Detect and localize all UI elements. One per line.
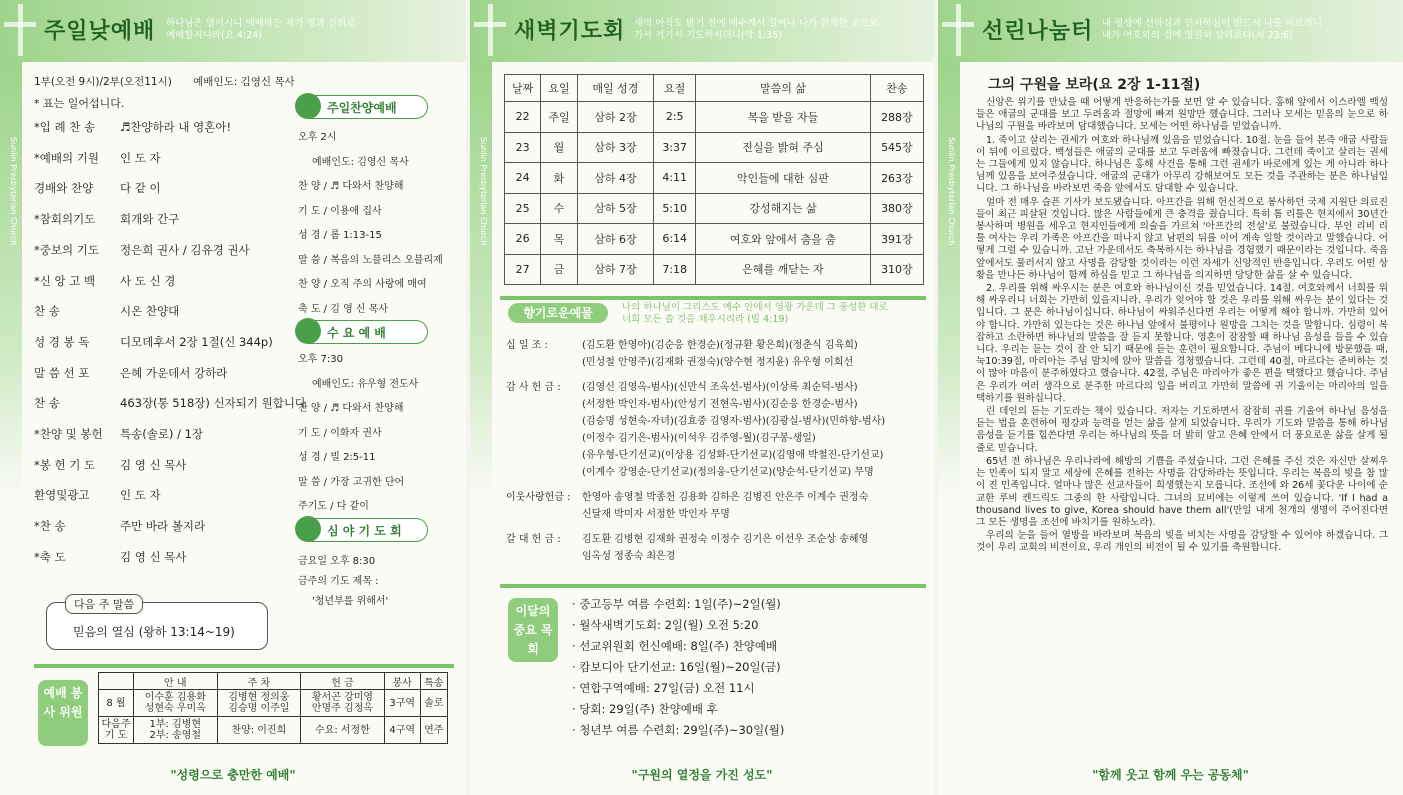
table-cell: 여호와 앞에서 춤을 춤 (696, 224, 871, 255)
announcement-item: · 캄보디아 단기선교: 16일(월)~20일(금) (572, 660, 781, 674)
table-header: 헌 금 (301, 673, 385, 690)
table-header: 찬송 (870, 75, 923, 102)
header-verse (1102, 18, 1322, 42)
vertical-church-name: Sunlin Presbyterian Church (947, 137, 956, 246)
verse-line: 예배할지니라(요 4:24) (166, 30, 263, 41)
table-header: 말씀의 삶 (696, 75, 871, 102)
order-value: 특송(솔로) / 1장 (120, 427, 204, 441)
table-cell: 24 (505, 163, 541, 194)
order-row (34, 457, 187, 473)
offering-line: 임옥성 정종숙 최은경 (582, 551, 676, 562)
table-cell: 삼하 3장 (577, 132, 654, 163)
table-header-row (99, 673, 448, 690)
divider (500, 296, 926, 300)
volunteer-table (98, 672, 448, 744)
order-row (34, 150, 161, 166)
order-label: *참회의기도 (34, 212, 96, 227)
table-cell: 3:37 (654, 132, 696, 163)
table-cell: 6:14 (654, 224, 696, 255)
table-cell: 4구역 (384, 717, 420, 744)
announcement-item: · 선교위원회 헌신예배: 8일(주) 찬양예배 (572, 639, 778, 653)
side-line: 기 도 / 이용애 집사 (298, 205, 382, 217)
offering-line: (민성철 안영주)(김재화 권정숙)(양수현 정지윤) 유우형 이희선 (582, 357, 854, 368)
table-row (505, 132, 924, 163)
offering-line: (이정수 김기은-범사)(이석우 김주영-월)(김구봉-생일) (582, 433, 816, 444)
order-row (34, 242, 250, 258)
table-header: 특송 (420, 673, 447, 690)
table-row (99, 690, 448, 717)
table-cell: 이수훈 김용화 성현숙 우미옥 (134, 690, 218, 717)
table-cell: 주일 (541, 102, 577, 133)
verse-line: 하나님은 영이시니 예배하는 자가 영과 진리로 (166, 18, 356, 29)
table-cell: 악인들에 대한 심판 (696, 163, 871, 194)
order-row (34, 365, 227, 381)
order-label: *찬 송 (34, 519, 66, 534)
table-cell: 3구역 (384, 690, 420, 717)
sidebar-strip (470, 62, 492, 795)
header-verse (166, 18, 355, 42)
table-cell: 25 (505, 193, 541, 224)
order-value: 김 영 신 목사 (120, 549, 187, 564)
panel-sharing (938, 0, 1403, 795)
heading-text: 주일찬양예배 (327, 101, 397, 115)
table-cell: 솔로 (420, 690, 447, 717)
volunteer-side-label: 예배 봉사 위원 (38, 680, 88, 746)
table-cell: 삼하 6장 (577, 224, 654, 255)
night-prayer-heading (298, 518, 428, 542)
offering-line: (김도환 한영아)(김순응 한경순)(정규환 황은희)(정춘식 김육희) (582, 340, 858, 351)
next-week-label: 다음 주 말씀 (65, 594, 143, 614)
service-time-line (34, 74, 295, 89)
table-row (99, 717, 448, 744)
table-cell: 545장 (870, 132, 923, 163)
table-cell: 삼하 4장 (577, 163, 654, 194)
order-row (34, 303, 179, 319)
order-value: 정은희 권사 / 김유경 권사 (120, 242, 250, 257)
order-row (34, 549, 187, 565)
verse-line: 내 평생에 선하심과 인자하심이 반드시 나를 따르리니 (1102, 18, 1323, 29)
table-cell: 수 (541, 193, 577, 224)
table-cell (99, 673, 134, 690)
sidebar-strip (0, 62, 22, 795)
order-label: 찬 송 (34, 304, 60, 319)
essay-paragraph: 신앙은 위기를 만났을 때 어떻게 반응하는가를 보면 알 수 있습니다. 홍해 앞에서 이스라엘 백성들은 애굽의 군대를 보고 두려움과 절망에 빠져 원망만 했습니다. 그러나 모세는 믿음의 눈으로 하나님의 구원을 바라보며 담대했습니다. 모세는 어떤 하나님을 믿었습니까. (976, 97, 1388, 133)
table-cell: 263장 (870, 163, 923, 194)
offering-line: (유우형-단기선교)(이상용 김성화-단기선교)(김영애 박철진-단기선교) (582, 450, 884, 461)
side-line: 성 경 / 빌 2:5-11 (298, 452, 376, 463)
table-cell: 복을 받을 자들 (696, 102, 871, 133)
table-cell: 진실을 밝혀 주심 (696, 132, 871, 163)
header-verse (634, 18, 878, 42)
side-line: 성 경 / 롬 1:13-15 (298, 230, 382, 241)
wednesday-service-heading (298, 320, 428, 344)
essay-paragraph: 65년 전 하나님은 우리나라에 해방의 기쁨을 주셨습니다. 그런 은혜를 주신 것은 자신만 살찌우는 민족이 되지 말고 세상에 은혜를 전하는 사명을 감당하라는 뜻입니다. 우리는 복음의 빚을 참 많이 진 민족입니다. 얼마나 많은 선교사들이 희생했는지 모릅니다. 조선에 와 26세 꽃다운 나이에 순교한 루비 켄드릭도 그중의 한 사람입니다. 그녀의 묘비에는 이렇게 쓰여 있습니다. 'If I had a thousand lives to give, Korea should have them all'(만일 내게 천개의 생명이 주어진다면 그 모든 생명을 조선에 바치기를 원하노라). (976, 455, 1388, 528)
table-cell: 5:10 (654, 193, 696, 224)
side-line: 예배인도: 김영신 목사 (312, 156, 409, 168)
table-row (505, 254, 924, 285)
table-cell: 288장 (870, 102, 923, 133)
cross-icon (938, 0, 978, 62)
next-week-box (46, 598, 268, 650)
order-label: *신 앙 고 백 (34, 273, 96, 288)
table-cell: 삼하 5장 (577, 193, 654, 224)
table-header: 안 내 (134, 673, 218, 690)
order-value: 463장(통 518장) 신자되기 원합니다 (120, 396, 307, 411)
side-line: 찬 양 / ♬ 다와서 찬양해 (298, 403, 404, 414)
essay-paragraph: 1. 죽이고 살리는 권세가 여호와 하나님께 있음을 믿었습니다. 10절. 눈을 들어 본즉 애굽 사람들이 뒤에 이르렀다. 백성들은 애굽의 군대를 보고 두려움에 빠졌습니다. 그런데 죽이고 살리는 권세는 그들에게 있지 않습니다. 하나님은 홍해 사건을 통해 그런 권세가 바로에게 있는 게 아니라 하나님께 있음을 보여주셨습니다. 애굽의 군대가 아무리 강해보여도 모든 것을 주관하는 분은 하나님입니다. 그 하나님을 바라보면 죽음 앞에서도 담대할 수 있습니다. (976, 134, 1388, 195)
table-cell: 은혜를 깨닫는 자 (696, 254, 871, 285)
table-header: 봉사 (384, 673, 420, 690)
side-line: 기 도 / 이화자 권사 (298, 427, 382, 439)
order-value: 시온 찬양대 (120, 304, 180, 319)
praise-service-heading (298, 95, 428, 119)
table-header: 요일 (541, 75, 577, 102)
order-value: 주만 바라 볼지라 (120, 519, 206, 534)
page-title: 새벽기도회 (514, 19, 626, 44)
offering-line: 한영아 송영철 박종천 김용화 김하은 김병진 안은주 이계수 권정숙 (582, 492, 869, 503)
announcement-item: · 청년부 여름 수련회: 29일(주)~30일(월) (572, 723, 785, 737)
table-header: 날짜 (505, 75, 541, 102)
order-row (34, 180, 161, 196)
table-row (505, 102, 924, 133)
table-cell: 수요: 서정한 (301, 717, 385, 744)
offering-line: 신달재 박미자 서정한 박인자 무명 (582, 509, 730, 520)
table-cell: 월 (541, 132, 577, 163)
next-week-text: 믿음의 열심 (왕하 13:14~19) (73, 625, 235, 639)
order-value: 인 도 자 (120, 150, 161, 165)
table-cell: 26 (505, 224, 541, 255)
table-header: 매일 성경 (577, 75, 654, 102)
order-label: *찬양 및 봉헌 (34, 427, 103, 441)
table-cell: 강성해지는 삶 (696, 193, 871, 224)
divider (34, 664, 454, 668)
verse-line: 너희 모든 쓸 것을 채우시리라 (빌 4:19) (622, 314, 789, 325)
order-label: 환영및광고 (34, 488, 90, 503)
header-banner (938, 0, 1403, 62)
table-cell: 김병현 정의웅 김승명 이주일 (217, 690, 301, 717)
heading-text: 수 요 예 배 (327, 326, 386, 340)
side-line: 예배인도: 유우형 전도사 (312, 378, 419, 390)
order-value: 다 같 이 (120, 181, 161, 196)
side-line: 찬 양 / 오직 주의 사랑에 매여 (298, 279, 427, 290)
order-row (34, 334, 273, 350)
table-cell: 2:5 (654, 102, 696, 133)
side-line: 말 씀 / 가장 고귀한 단어 (298, 476, 405, 488)
page-title: 주일낮예배 (44, 19, 156, 44)
essay-title: 그의 구원을 보라(요 2장 1-11절) (988, 77, 1201, 93)
side-line: '청년부를 위해서' (312, 596, 389, 607)
offering-line: (서정한 박인자-범사)(안성기 전현옥-범사)(김순응 한경순-범사) (582, 399, 858, 410)
order-row (34, 426, 203, 442)
table-header-row (505, 75, 924, 102)
essay-paragraph: 우리의 눈을 들어 열방을 바라보며 복음의 빚을 비치는 사명을 감당할 수 있어야 하겠습니다. 그것이 우리 교회의 비전이요, 우리 개인의 비전이 될 수 있기를 축원합니다. (976, 530, 1388, 554)
table-cell: 4:11 (654, 163, 696, 194)
order-row (34, 487, 161, 503)
offering-line: 김도환 김병현 김재화 권정숙 이정수 김기은 이선우 조순상 송혜영 (582, 534, 869, 545)
side-line: 금요일 오후 8:30 (298, 556, 376, 567)
order-label: *축 도 (34, 549, 66, 564)
order-label: *입 례 찬 송 (34, 120, 96, 134)
table-cell: 310장 (870, 254, 923, 285)
panel-footer: "성령으로 충만한 예배" (170, 768, 296, 782)
essay-body (976, 97, 1388, 556)
table-cell: 391장 (870, 224, 923, 255)
order-label: 경배와 찬양 (34, 181, 94, 196)
side-line: 말 씀 / 복음의 노블리스 오블리제 (298, 254, 443, 266)
order-value: 회개와 간구 (120, 212, 180, 227)
verse-line: 나의 하나님이 그리스도 예수 안에서 영광 가운데 그 풍성한 대로 (622, 302, 888, 313)
order-label: 말 씀 선 포 (34, 365, 90, 380)
table-cell: 연주 (420, 717, 447, 744)
table-header: 요절 (654, 75, 696, 102)
table-cell: 1부: 김병현 2부: 송영철 (134, 717, 218, 744)
offering-label: 십 일 조 : (506, 340, 548, 351)
verse-line: 내가 여호와의 집에 영원히 살리로다(시 23:6) (1102, 30, 1293, 41)
header-banner (470, 0, 934, 62)
order-value: 디모데후서 2장 1절(신 344p) (120, 334, 273, 349)
sidebar-strip (938, 62, 960, 795)
table-cell: 22 (505, 102, 541, 133)
announcement-list (572, 596, 784, 743)
offering-label: 갈 대 헌 금 : (506, 534, 561, 545)
offering-line: (김영신 김영옥-범사)(신만식 조옥선-범사)(이상록 최순덕-범사) (582, 382, 858, 393)
announcement-label: 이달의 중요 목회 (508, 598, 558, 662)
verse-line: 새벽 아직도 밝기 전에 예수께서 일어나 나가 한적한 곳으로 (634, 18, 879, 29)
order-value: 사 도 신 경 (120, 273, 176, 288)
service-time: 1부(오전 9시)/2부(오전11시) (34, 76, 172, 88)
order-row (34, 211, 179, 227)
offering-line: (이계수 강영순-단기선교)(정의웅-단기선교)(양순석-단기선교) 무명 (582, 467, 874, 478)
order-row (34, 518, 205, 534)
table-cell: 23 (505, 132, 541, 163)
announcement-item: · 월삭새벽기도회: 2일(월) 오전 5:20 (572, 618, 759, 632)
panel-footer: "구원의 열정을 가진 성도" (631, 768, 773, 782)
order-row (34, 119, 231, 135)
table-cell: 화 (541, 163, 577, 194)
church-icon (295, 516, 321, 542)
order-value: 은혜 가운데서 강하라 (120, 365, 228, 380)
offering-heading: 향기로운예물 (508, 303, 608, 323)
essay-paragraph: 린 데인의 듣는 기도라는 책이 있습니다. 저자는 기도하면서 잠잠히 귀를 기울여 하나님 음성을 듣는 법을 훈련하여 평강과 능력을 얻는 삶을 살게 되었습니다. 우리가 기도와 말씀을 통해 하나님 음성을 듣기를 힘쓴다면 우리는 하나님의 뜻을 더 밝히 알고 은혜 안에서 더 풍요로운 삶을 살게 될 줄로 믿습니다. (976, 406, 1388, 454)
table-cell: 380장 (870, 193, 923, 224)
church-icon (295, 318, 321, 344)
side-line: 주기도 / 다 같이 (298, 501, 369, 512)
offering-verse (622, 302, 888, 326)
cross-icon (0, 0, 40, 62)
vertical-church-name: Sunlin Presbyterian Church (9, 137, 18, 246)
order-value: ♬찬양하라 내 영혼아! (120, 120, 232, 134)
panel-sunday-worship (0, 0, 466, 795)
page-title: 선린나눔터 (982, 19, 1094, 44)
heading-text: 심 야 기 도 회 (327, 524, 402, 538)
table-cell: 황서곤 강미영 안명주 김정옥 (301, 690, 385, 717)
order-label: 성 경 봉 독 (34, 334, 90, 349)
order-row (34, 273, 175, 289)
table-row (505, 224, 924, 255)
side-line: 오후 2시 (298, 132, 337, 143)
table-cell: 찬양: 이진희 (217, 717, 301, 744)
offering-line: (김승명 성현숙-자녀)(김효중 김영자-범사)(김광실-범사)(민하향-범사) (582, 416, 886, 427)
side-line: 금주의 기도 제목 : (298, 576, 379, 587)
offering-label: 감 사 헌 금 : (506, 382, 561, 393)
order-value: 인 도 자 (120, 488, 161, 503)
table-cell: 삼하 7장 (577, 254, 654, 285)
order-label: 찬 송 (34, 396, 60, 411)
panel-dawn-prayer (470, 0, 934, 795)
table-cell: 8 월 (99, 690, 134, 717)
side-line: 찬 양 / ♬ 다와서 찬양해 (298, 181, 404, 192)
order-label: *예배의 기원 (34, 150, 99, 165)
divider (500, 584, 926, 588)
table-cell: 27 (505, 254, 541, 285)
table-header: 주 차 (217, 673, 301, 690)
table-cell: 삼하 2장 (577, 102, 654, 133)
side-line: 오후 7:30 (298, 354, 343, 365)
header-banner (0, 0, 466, 62)
vertical-church-name: Sunlin Presbyterian Church (479, 137, 488, 246)
order-row (34, 395, 306, 411)
table-cell: 금 (541, 254, 577, 285)
essay-paragraph: 얼마 전 매우 슬픈 기사가 보도됐습니다. 아프간을 위해 헌신적으로 봉사하던 국제 지원단 의료진들이 최근 피살된 것입니다. 많은 사람들에게 큰 충격을 줬습니다. 특히 톰 리틀은 현지에서 30년간 봉사하며 병원을 세우고 현지인들에게 의술을 가르쳐 '아프간의 전설'로 불렸습니다. 부인 리비 리틀 여사는 우리 가족은 아프간을 떠나지 않고 남편의 뒤를 이어 계속 일할 것이라고 말했습니다. 어떻게 그럴 수 있습니까. 고난 가운데서도 축복하시는 하나님을 경험했기 때문이라는 것입니다. 죽음 앞에서도 물러서지 않고 사명을 감당할 것이라는 이런 자세가 신앙적인 반응입니다. 우리도 어떤 상황을 만나든 하나님이 함께 하심을 믿고 그 하나님을 의지하면 당당한 삶을 살 수 있습니다. (976, 196, 1388, 281)
order-label: *봉 헌 기 도 (34, 457, 96, 472)
church-icon (295, 93, 321, 119)
stand-note: * 표는 일어섭니다. (34, 97, 125, 110)
cross-icon (470, 0, 510, 62)
offering-label: 이웃사랑헌금 : (506, 492, 571, 503)
order-value: 김 영 신 목사 (120, 457, 187, 472)
table-cell: 7:18 (654, 254, 696, 285)
side-line: 축 도 / 김 영 신 목사 (298, 303, 389, 315)
table-row (505, 193, 924, 224)
verse-line: 가사 거기서 기도하시더니(막 1:35) (634, 30, 782, 41)
announcement-item: · 연합구역예배: 27일(금) 오전 11시 (572, 681, 755, 695)
table-row (505, 163, 924, 194)
order-label: *중보의 기도 (34, 242, 99, 257)
table-cell: 목 (541, 224, 577, 255)
bible-reading-table (504, 74, 924, 285)
panel-footer: "함께 웃고 함께 우는 공동체" (1092, 768, 1249, 782)
table-cell: 다음주 기 도 (99, 717, 134, 744)
service-leader: 예배인도: 김영신 목사 (193, 76, 295, 88)
essay-paragraph: 2. 우리를 위해 싸우시는 분은 여호와 하나님이신 것을 믿었습니다. 14절. 여호와께서 너희를 위해 싸우리니 너희는 가만히 있을지니라. 우리가 잊어야 할 것은 우리를 위해 싸우는 분이 있다는 것입니다. 그 분은 하나님이십니다. 하나님이 싸워주신다면 우리는 어떻게 해야 합니까. 가만히 있어야 합니다. 가만히 있는다는 것은 하나님 앞에서 불평이나 원망을 그치는 것을 말합니다. 심령이 복잡하고 소란하면 하나님의 말씀을 잘 듣지 못합니다. 영혼이 잠잠할 때 하나님 음성을 들을 수 있습니다. 우리는 듣는 것이 잘 안 되기 때문에 듣는 훈련이 필요합니다. 주님이 베다니에 방문했을 때, 눅10:39절, 마리아는 주님 발치에 앉아 말씀을 경청했습니다. 그런데 40절, 마르다는 준비하는 것이 많아 마음이 분주하였다고 했습니다. 42절, 주님은 마리아가 좋은 편을 택했다고 했습니다. 주님은 우리가 여러 생각으로 분주한 마르다의 일을 버리고 가만히 말씀에 귀 기울이는 마리아의 일을 택하기를 원하십니다. (976, 283, 1388, 404)
announcement-item: · 당회: 29일(주) 찬양예배 후 (572, 702, 718, 716)
announcement-item: · 중고등부 여름 수련회: 1일(주)~2일(월) (572, 597, 781, 611)
